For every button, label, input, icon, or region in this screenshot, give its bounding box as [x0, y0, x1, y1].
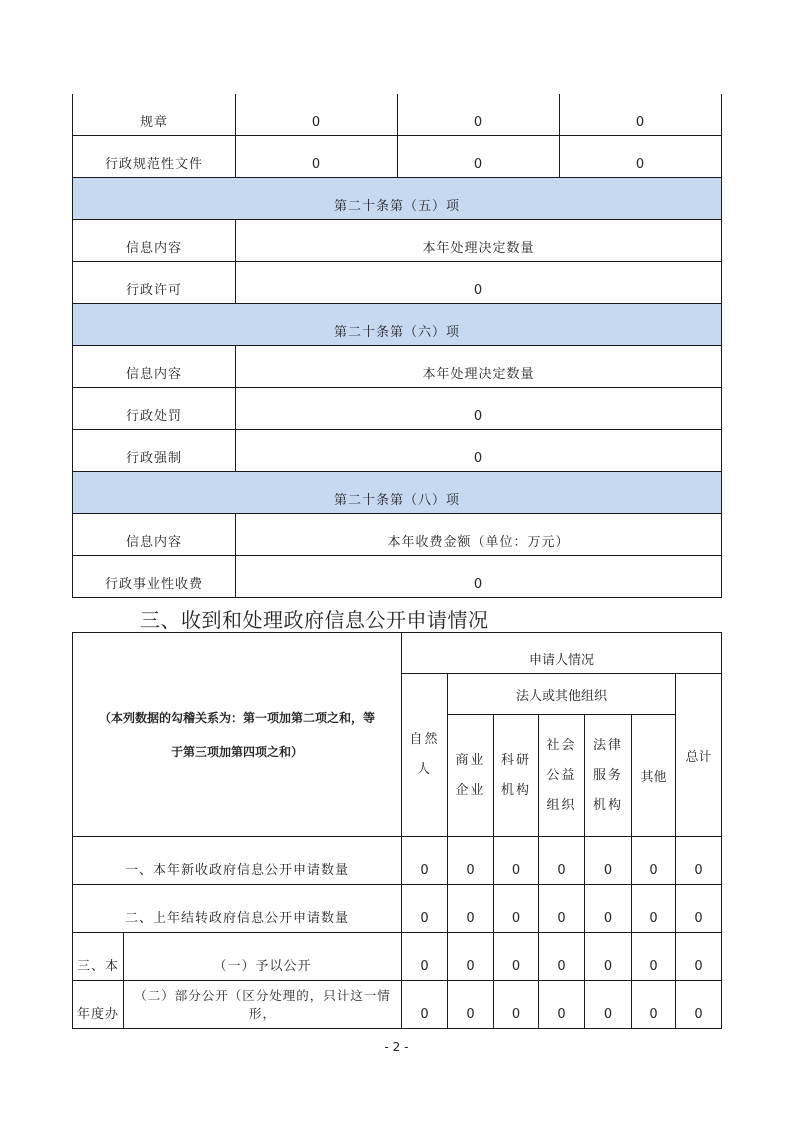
section-title: 三、收到和处理政府信息公开申请情况	[140, 608, 489, 632]
table-row	[73, 346, 722, 388]
col-label: 机构	[593, 797, 624, 813]
cell-value: 0	[539, 885, 585, 933]
col-label: 机构	[501, 782, 532, 798]
disclosure-stats-table	[72, 94, 722, 598]
cell-value: 本年处理决定数量	[236, 346, 722, 388]
table-row	[73, 136, 722, 178]
page-number: - 2 -	[384, 1040, 409, 1054]
section-header-row	[73, 178, 722, 220]
cell-value: 0	[448, 981, 494, 1029]
col-other: 其他	[632, 715, 676, 837]
row-label: 信息内容	[73, 346, 236, 388]
cell-value: 0	[236, 136, 398, 178]
section-header: 第二十条第（八）项	[73, 472, 722, 514]
section-header-row	[73, 472, 722, 514]
row-label: 行政事业性收费	[73, 556, 236, 598]
col-label: 社会	[546, 737, 577, 753]
cell-value: 本年处理决定数量	[236, 220, 722, 262]
cell-value: 0	[585, 885, 632, 933]
cell-value: 0	[560, 94, 722, 136]
table-row	[73, 885, 722, 933]
cell-value: 0	[585, 933, 632, 981]
row-label: 行政处罚	[73, 388, 236, 430]
cell-value: 0	[560, 136, 722, 178]
row-label: 规章	[73, 94, 236, 136]
cell-value: 0	[448, 837, 494, 885]
row-label: 行政强制	[73, 430, 236, 472]
table-row	[73, 430, 722, 472]
cell-value: 0	[632, 837, 676, 885]
note-line: 于第三项加第四项之和）	[171, 744, 304, 759]
note-line: （本列数据的勾稽关系为：第一项加第二项之和，等	[99, 710, 376, 725]
cell-value: 0	[236, 430, 722, 472]
cell-value: 0	[494, 933, 539, 981]
side-label: 年度办	[73, 981, 124, 1029]
applicant-header: 申请人情况	[402, 633, 722, 674]
row-label: （一）予以公开	[124, 933, 402, 981]
row-label: 信息内容	[73, 220, 236, 262]
section-header: 第二十条第（五）项	[73, 178, 722, 220]
col-label: 法律	[593, 737, 624, 753]
cell-value: 0	[676, 885, 722, 933]
cell-value: 0	[398, 94, 560, 136]
cell-value: 0	[539, 933, 585, 981]
col-label: 科研	[501, 752, 532, 768]
row-label: 二、上年结转政府信息公开申请数量	[73, 885, 402, 933]
table-note	[73, 633, 402, 837]
cell-value: 0	[398, 136, 560, 178]
table-row	[73, 981, 722, 1029]
cell-value: 0	[585, 837, 632, 885]
col-label: 公益	[546, 767, 577, 783]
col-social	[539, 715, 585, 837]
cell-value: 0	[539, 837, 585, 885]
cell-value: 0	[632, 933, 676, 981]
cell-value: 0	[539, 981, 585, 1029]
col-natural-person	[402, 674, 448, 837]
cell-value: 0	[402, 933, 448, 981]
table-row	[73, 94, 722, 136]
col-label: 商业	[455, 752, 486, 768]
table-row	[73, 388, 722, 430]
table-row	[73, 556, 722, 598]
cell-value: 0	[494, 981, 539, 1029]
cell-value: 0	[632, 981, 676, 1029]
cell-value: 0	[236, 556, 722, 598]
col-business	[448, 715, 494, 837]
cell-value: 0	[236, 388, 722, 430]
cell-value: 0	[585, 981, 632, 1029]
col-label: 企业	[455, 782, 486, 798]
col-research	[494, 715, 539, 837]
row-label: 行政许可	[73, 262, 236, 304]
application-stats-table	[72, 632, 722, 1029]
cell-value: 0	[676, 933, 722, 981]
cell-value: 0	[402, 981, 448, 1029]
cell-value: 0	[494, 885, 539, 933]
cell-value: 0	[448, 933, 494, 981]
table-row	[73, 514, 722, 556]
section-header-row	[73, 304, 722, 346]
cell-value: 0	[494, 837, 539, 885]
cell-value: 0	[676, 981, 722, 1029]
row-label: 一、本年新收政府信息公开申请数量	[73, 837, 402, 885]
col-label: 组织	[546, 797, 577, 813]
col-legal	[585, 715, 632, 837]
table-row	[73, 220, 722, 262]
cell-value: 0	[632, 885, 676, 933]
row-label: 信息内容	[73, 514, 236, 556]
row-label: 行政规范性文件	[73, 136, 236, 178]
row-label: （二）部分公开（区分处理的，只计这一情形，	[124, 981, 402, 1029]
table-row	[73, 837, 722, 885]
table-row	[73, 262, 722, 304]
cell-value: 0	[402, 885, 448, 933]
table-row	[73, 933, 722, 981]
cell-value: 本年收费金额（单位：万元）	[236, 514, 722, 556]
cell-value: 0	[236, 94, 398, 136]
col-label: 自然	[409, 732, 440, 747]
cell-value: 0	[676, 837, 722, 885]
cell-value: 0	[402, 837, 448, 885]
col-total: 总计	[676, 674, 722, 837]
side-label: 三、本	[73, 933, 124, 981]
cell-value: 0	[448, 885, 494, 933]
col-label: 人	[417, 762, 433, 777]
org-header: 法人或其他组织	[448, 674, 676, 715]
cell-value: 0	[236, 262, 722, 304]
section-header: 第二十条第（六）项	[73, 304, 722, 346]
col-label: 服务	[593, 767, 624, 783]
